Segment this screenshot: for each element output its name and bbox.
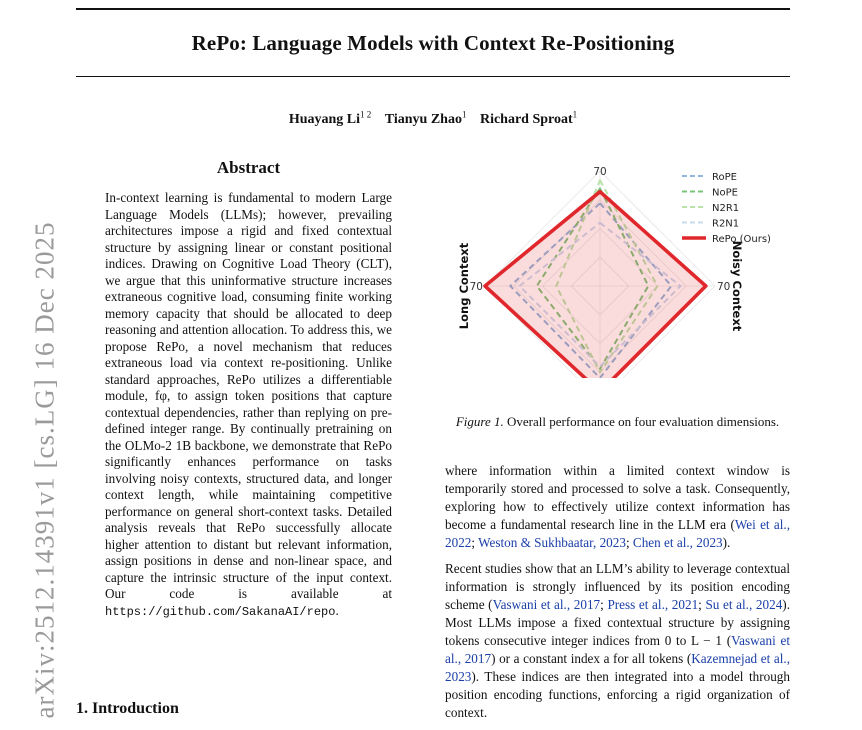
figure-caption [445, 414, 790, 430]
paper-title: RePo: Language Models with Context Re-Positioning [191, 31, 675, 55]
intro-paragraph-2 [445, 560, 790, 722]
paragraph-text: ; [471, 535, 479, 550]
legend-label: R2N1 [712, 218, 740, 230]
paragraph-text: ; [600, 597, 608, 612]
title-rule-top [76, 8, 790, 10]
tick-label: 70 [593, 166, 607, 178]
tick-label: 70 [717, 281, 731, 293]
axis-label-general [575, 158, 626, 159]
paragraph-text: ; [625, 535, 633, 550]
abstract-text: In-context learning is fundamental to modern Large Language Models (LLMs); however, prevailing architectures impose a rigid and fixed contextual structure by assigning linear or constant positional indices. Drawing on Cognitive Load Theory (CLT), we argue that this uninformative structure increases extraneous cognitive load, consuming finite working memory capacity that should be allocated to deep reasoning and attention allocation. To address this, we propose RePo, a novel mechanism that reduces extraneous load via context re-positioning. Unlike standard approaches, RePo utilizes a differentiable module, fφ, to assign token positions that capture contextual dependencies, rather than replying on pre-defined integer range. By continually pretraining on the OLMo-2 1B backbone, we demonstrate that RePo significantly enhances performance on tasks involving noisy contexts, structured data, and longer context length, while maintaining competitive performance on general short-context tasks. Detailed analysis reveals that RePo successfully allocate higher attention to distant but relevant information, assign positions in dense and non-linear space, and capture the intrinsic structure of the input context. Our code is available at [105, 190, 392, 601]
tick-label: 70 [469, 281, 483, 293]
citation-link[interactable]: Chen et al., 2023 [632, 535, 723, 550]
series-repo-ours [485, 192, 706, 378]
section-heading-introduction: 1. Introduction [76, 700, 179, 717]
legend-label: NoPE [712, 187, 738, 199]
legend-label: RePo (Ours) [712, 234, 771, 245]
abstract-body: In-context learning is fundamental to modern Large Language Models (LLMs); however, prevailing architectures impose a rigid and fixed contextual structure by assigning linear or constant positional indices. Drawing on Cognitive Load Theory (CLT), we argue that this uninformative structure increases extraneous cognitive load, consuming finite working memory capacity that should be allocated to deep reasoning and attention allocation. To address this, we propose RePo, a novel mechanism that reduces extraneous load via context re-positioning. Unlike standard approaches, RePo utilizes a differentiable module, fφ, to assign token positions that capture contextual dependencies, rather than replying on pre-defined integer range. By continually pretraining on the OLMo-2 1B backbone, we demonstrate that RePo significantly enhances performance on tasks involving noisy contexts, structured data, and longer context length, while maintaining competitive performance on general short-context tasks. Detailed analysis reveals that RePo successfully allocate higher attention to distant but relevant information, assign positions in dense and non-linear space, and capture the intrinsic structure of the input context. Our code is available at https://github.com/SakanaAI/repo. [105, 190, 392, 619]
arxiv-stamp: arXiv:2512.14391v1 [cs.LG] 16 Dec 2025 [29, 221, 60, 719]
author: Tianyu Zhao$^1$ [384, 109, 467, 127]
intro-paragraph-1 [445, 462, 790, 552]
axis-label-long-context: Long Context [457, 242, 471, 330]
citation-link[interactable]: Vaswani et al., 2017 [445, 633, 791, 666]
title-rule-bottom [76, 76, 790, 77]
legend-label: N2R1 [712, 203, 740, 214]
citation-link[interactable]: Weston & Sukhbaatar, 2023 [478, 535, 626, 550]
paragraph-text: ; [698, 597, 706, 612]
author: Richard Sproat$^1$ [479, 109, 578, 127]
paragraph-text: ). These indices are then integrated into a model through position encoding functions, enforcing a rigid organization of context. [445, 669, 790, 720]
figure-label: Figure 1. [455, 414, 504, 429]
paragraph-text: where information within a limited context window is temporarily stored and processed to solve a task. Consequently, exploring how to effectively utilize context information has become a fundamental research line in the LLM era ( [445, 463, 790, 532]
figure-caption-text: Overall performance on four evaluation dimensions. [506, 414, 780, 429]
citation-link[interactable]: Press et al., 2021 [607, 597, 699, 612]
paragraph-text: ). Most LLMs impose a fixed contextual structure by assigning tokens consecutive integer indices from 0 to L − 1 ( [445, 597, 790, 648]
citation-link[interactable]: Vaswani et al., 2017 [492, 597, 601, 612]
code-url-link[interactable]: https://github.com/SakanaAI/repo [105, 604, 336, 619]
citation-link[interactable]: Wei et al., 2022 [445, 517, 790, 550]
abstract-heading: Abstract [216, 158, 281, 177]
axis-label-noisy-context: Noisy Context [730, 240, 744, 332]
author-list [76, 109, 790, 128]
author: Huayang $Li^{1 2}$ [288, 109, 372, 127]
paragraph-text: ) or a constant index a for all tokens ( [491, 651, 692, 666]
paragraph-text: ). [722, 535, 731, 550]
citation-link[interactable]: Kazemnejad et al., 2023 [445, 651, 790, 684]
citation-link[interactable]: Su et al., 2024 [705, 597, 783, 612]
radar-chart [445, 158, 790, 378]
paragraph-text: Recent studies show that an LLM’s ability to leverage contextual information is strongly influenced by its position encoding scheme ( [445, 561, 790, 612]
legend-label: RoPE [712, 172, 737, 183]
